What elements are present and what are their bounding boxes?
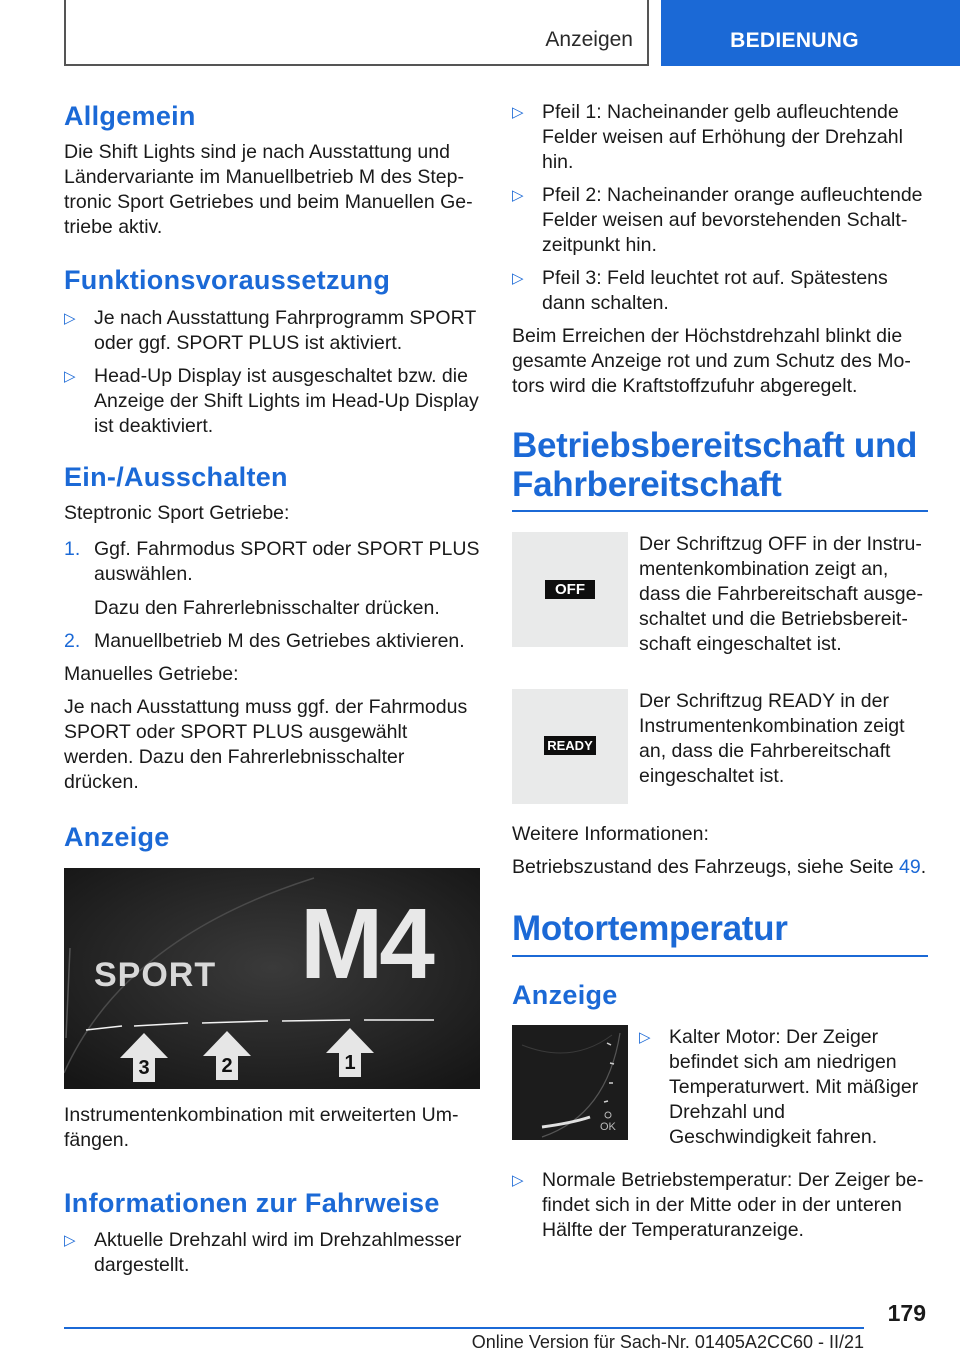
list-item: ▷ Normale Betriebstemperatur: Der Zeiger befindet sich in der Mitte oder in der unteren Hälfte der Temperaturanzeige. bbox=[512, 1168, 924, 1241]
list-item: ▷ Pfeil 1: Nacheinander gelb aufleuchtende Felder weisen auf Erhöhung der Drehzahl hin. bbox=[512, 101, 903, 173]
gauge-ok-label: OK bbox=[600, 1120, 616, 1133]
pfeil-list bbox=[512, 100, 928, 316]
triangle-right-icon: ▷ bbox=[64, 367, 76, 385]
instrument-cluster-image bbox=[64, 868, 480, 1089]
footer-version-text: Online Version für Sach-Nr. 01405A2CC60 - II/21 bbox=[471, 1332, 864, 1352]
off-row bbox=[512, 532, 928, 657]
ready-badge: READY bbox=[544, 736, 596, 755]
manuell-paragraph: Je nach Ausstattung muss ggf. der Fahrmodus SPORT oder SPORT PLUS ausgewählt werden. Dazu den Fahrerlebnisschalter drücken. bbox=[64, 696, 468, 794]
left-column bbox=[64, 100, 480, 1286]
manuell-label: Manuelles Getriebe: bbox=[64, 663, 239, 686]
step-number: 1. bbox=[64, 538, 81, 561]
header-section-tab bbox=[64, 0, 649, 66]
motor-anzeige-heading: Anzeige bbox=[512, 979, 618, 1010]
header-section-label: Anzeigen bbox=[545, 28, 633, 51]
funktion-list bbox=[64, 306, 480, 439]
hoechstdrehzahl-paragraph: Beim Erreichen der Höchstdrehzahl blinkt die gesamte Anzeige rot und zum Schutz des Motors wird die Kraftstoffzufuhr abgeregelt. bbox=[512, 325, 911, 397]
steptronic-label: Steptronic Sport Getriebe: bbox=[64, 502, 290, 525]
triangle-right-icon: ▷ bbox=[639, 1028, 651, 1046]
einaus-heading: Ein-/Ausschalten bbox=[64, 461, 288, 492]
anzeige-heading: Anzeige bbox=[64, 822, 170, 853]
triangle-right-icon: ▷ bbox=[512, 270, 524, 287]
list-item: ▷ Aktuelle Drehzahl wird im Drehzahlmesser dargestellt. bbox=[64, 1228, 462, 1276]
funktion-heading: Funktionsvoraussetzung bbox=[64, 265, 391, 296]
triangle-right-icon: ▷ bbox=[64, 309, 76, 327]
ready-text: Der Schriftzug READY in der Instrumentenkombination zeigt an, dass die Fahrbereitschaft eingeschaltet ist. bbox=[639, 690, 905, 787]
list-item: ▷ Pfeil 2: Nacheinander orange aufleuchtende Felder weisen auf bevorstehenden Schaltzeitpunkt hin. bbox=[512, 184, 923, 256]
list-item: ▷ Kalter Motor: Der Zeiger befindet sich am niedrigen Temperaturwert. Mit mäßiger Drehzahl und Geschwindigkeit fahren. bbox=[639, 1025, 919, 1148]
triangle-right-icon: ▷ bbox=[64, 1231, 76, 1249]
cluster-caption: Instrumentenkombination mit erweiterten Umfängen. bbox=[64, 1103, 459, 1151]
off-badge: OFF bbox=[545, 580, 595, 599]
footer-divider bbox=[64, 1327, 864, 1329]
step-sub-text: Dazu den Fahrerlebnisschalter drücken. bbox=[94, 597, 440, 620]
right-column bbox=[512, 100, 928, 1251]
triangle-right-icon: ▷ bbox=[512, 104, 524, 121]
step-number: 2. bbox=[64, 630, 81, 653]
arrow-number-1: 1 bbox=[344, 1051, 356, 1074]
triangle-right-icon: ▷ bbox=[512, 1171, 524, 1189]
page-reference-link[interactable]: 49 bbox=[898, 856, 921, 878]
triangle-right-icon: ▷ bbox=[512, 187, 524, 204]
list-item: ▷ Je nach Ausstattung Fahrprogramm SPORT oder ggf. SPORT PLUS ist aktiviert. bbox=[64, 306, 476, 354]
normal-list bbox=[512, 1168, 928, 1243]
thermometer-icon bbox=[605, 1112, 611, 1118]
steps-list bbox=[64, 537, 480, 654]
allgemein-heading: Allgemein bbox=[64, 101, 196, 131]
info-list bbox=[64, 1228, 480, 1278]
list-item: 1. Ggf. Fahrmodus SPORT oder SPORT PLUS auswählen. Dazu den Fahrerlebnisschalter drücken. bbox=[64, 538, 480, 620]
arrow-number-3: 3 bbox=[138, 1056, 150, 1079]
cluster-gear-label: M4 bbox=[300, 887, 431, 1000]
off-indicator-image bbox=[512, 532, 628, 647]
ready-indicator-image bbox=[512, 689, 628, 804]
kalt-text bbox=[639, 1025, 928, 1158]
off-text: Der Schriftzug OFF in der Instrumentenkombination zeigt an, dass die Fahrbereitschaft ausgeschaltet und die Betriebsbereitschaft eingeschaltet ist. bbox=[639, 533, 923, 655]
cluster-mode-label: SPORT bbox=[94, 955, 217, 994]
kalt-row bbox=[512, 1025, 928, 1158]
temperature-gauge-image bbox=[512, 1025, 628, 1140]
allgemein-paragraph: Die Shift Lights sind je nach Ausstattung und Ländervariante im Manuellbetrieb M des Steptronic Sport Getriebes und beim Manuellen Getriebe aktiv. bbox=[64, 141, 473, 239]
page-number: 179 bbox=[887, 1300, 926, 1326]
list-item: ▷ Pfeil 3: Feld leuchtet rot auf. Spätestens dann schalten. bbox=[512, 267, 888, 314]
arrow-number-2: 2 bbox=[221, 1054, 233, 1077]
list-item: ▷ Head-Up Display ist ausgeschaltet bzw. die Anzeige der Shift Lights im Head-Up Display ist deaktiviert. bbox=[64, 364, 479, 437]
header-chapter-tab bbox=[661, 0, 960, 66]
betrieb-heading-block bbox=[512, 427, 928, 512]
ready-row bbox=[512, 689, 928, 804]
motor-heading: Motortemperatur bbox=[512, 909, 788, 948]
weitere-label: Weitere Informationen: bbox=[512, 823, 709, 845]
info-heading: Informationen zur Fahrweise bbox=[64, 1187, 440, 1218]
header-chapter-label: BEDIENUNG bbox=[730, 29, 859, 52]
betrieb-heading: Betriebsbereitschaft und Fahrbereitschaft bbox=[512, 426, 918, 504]
betriebszustand-paragraph: Betriebszustand des Fahrzeugs, siehe Seite 49. bbox=[512, 856, 927, 878]
motor-heading-block bbox=[512, 910, 928, 957]
list-item: 2. Manuellbetrieb M des Getriebes aktivieren. bbox=[64, 630, 465, 653]
